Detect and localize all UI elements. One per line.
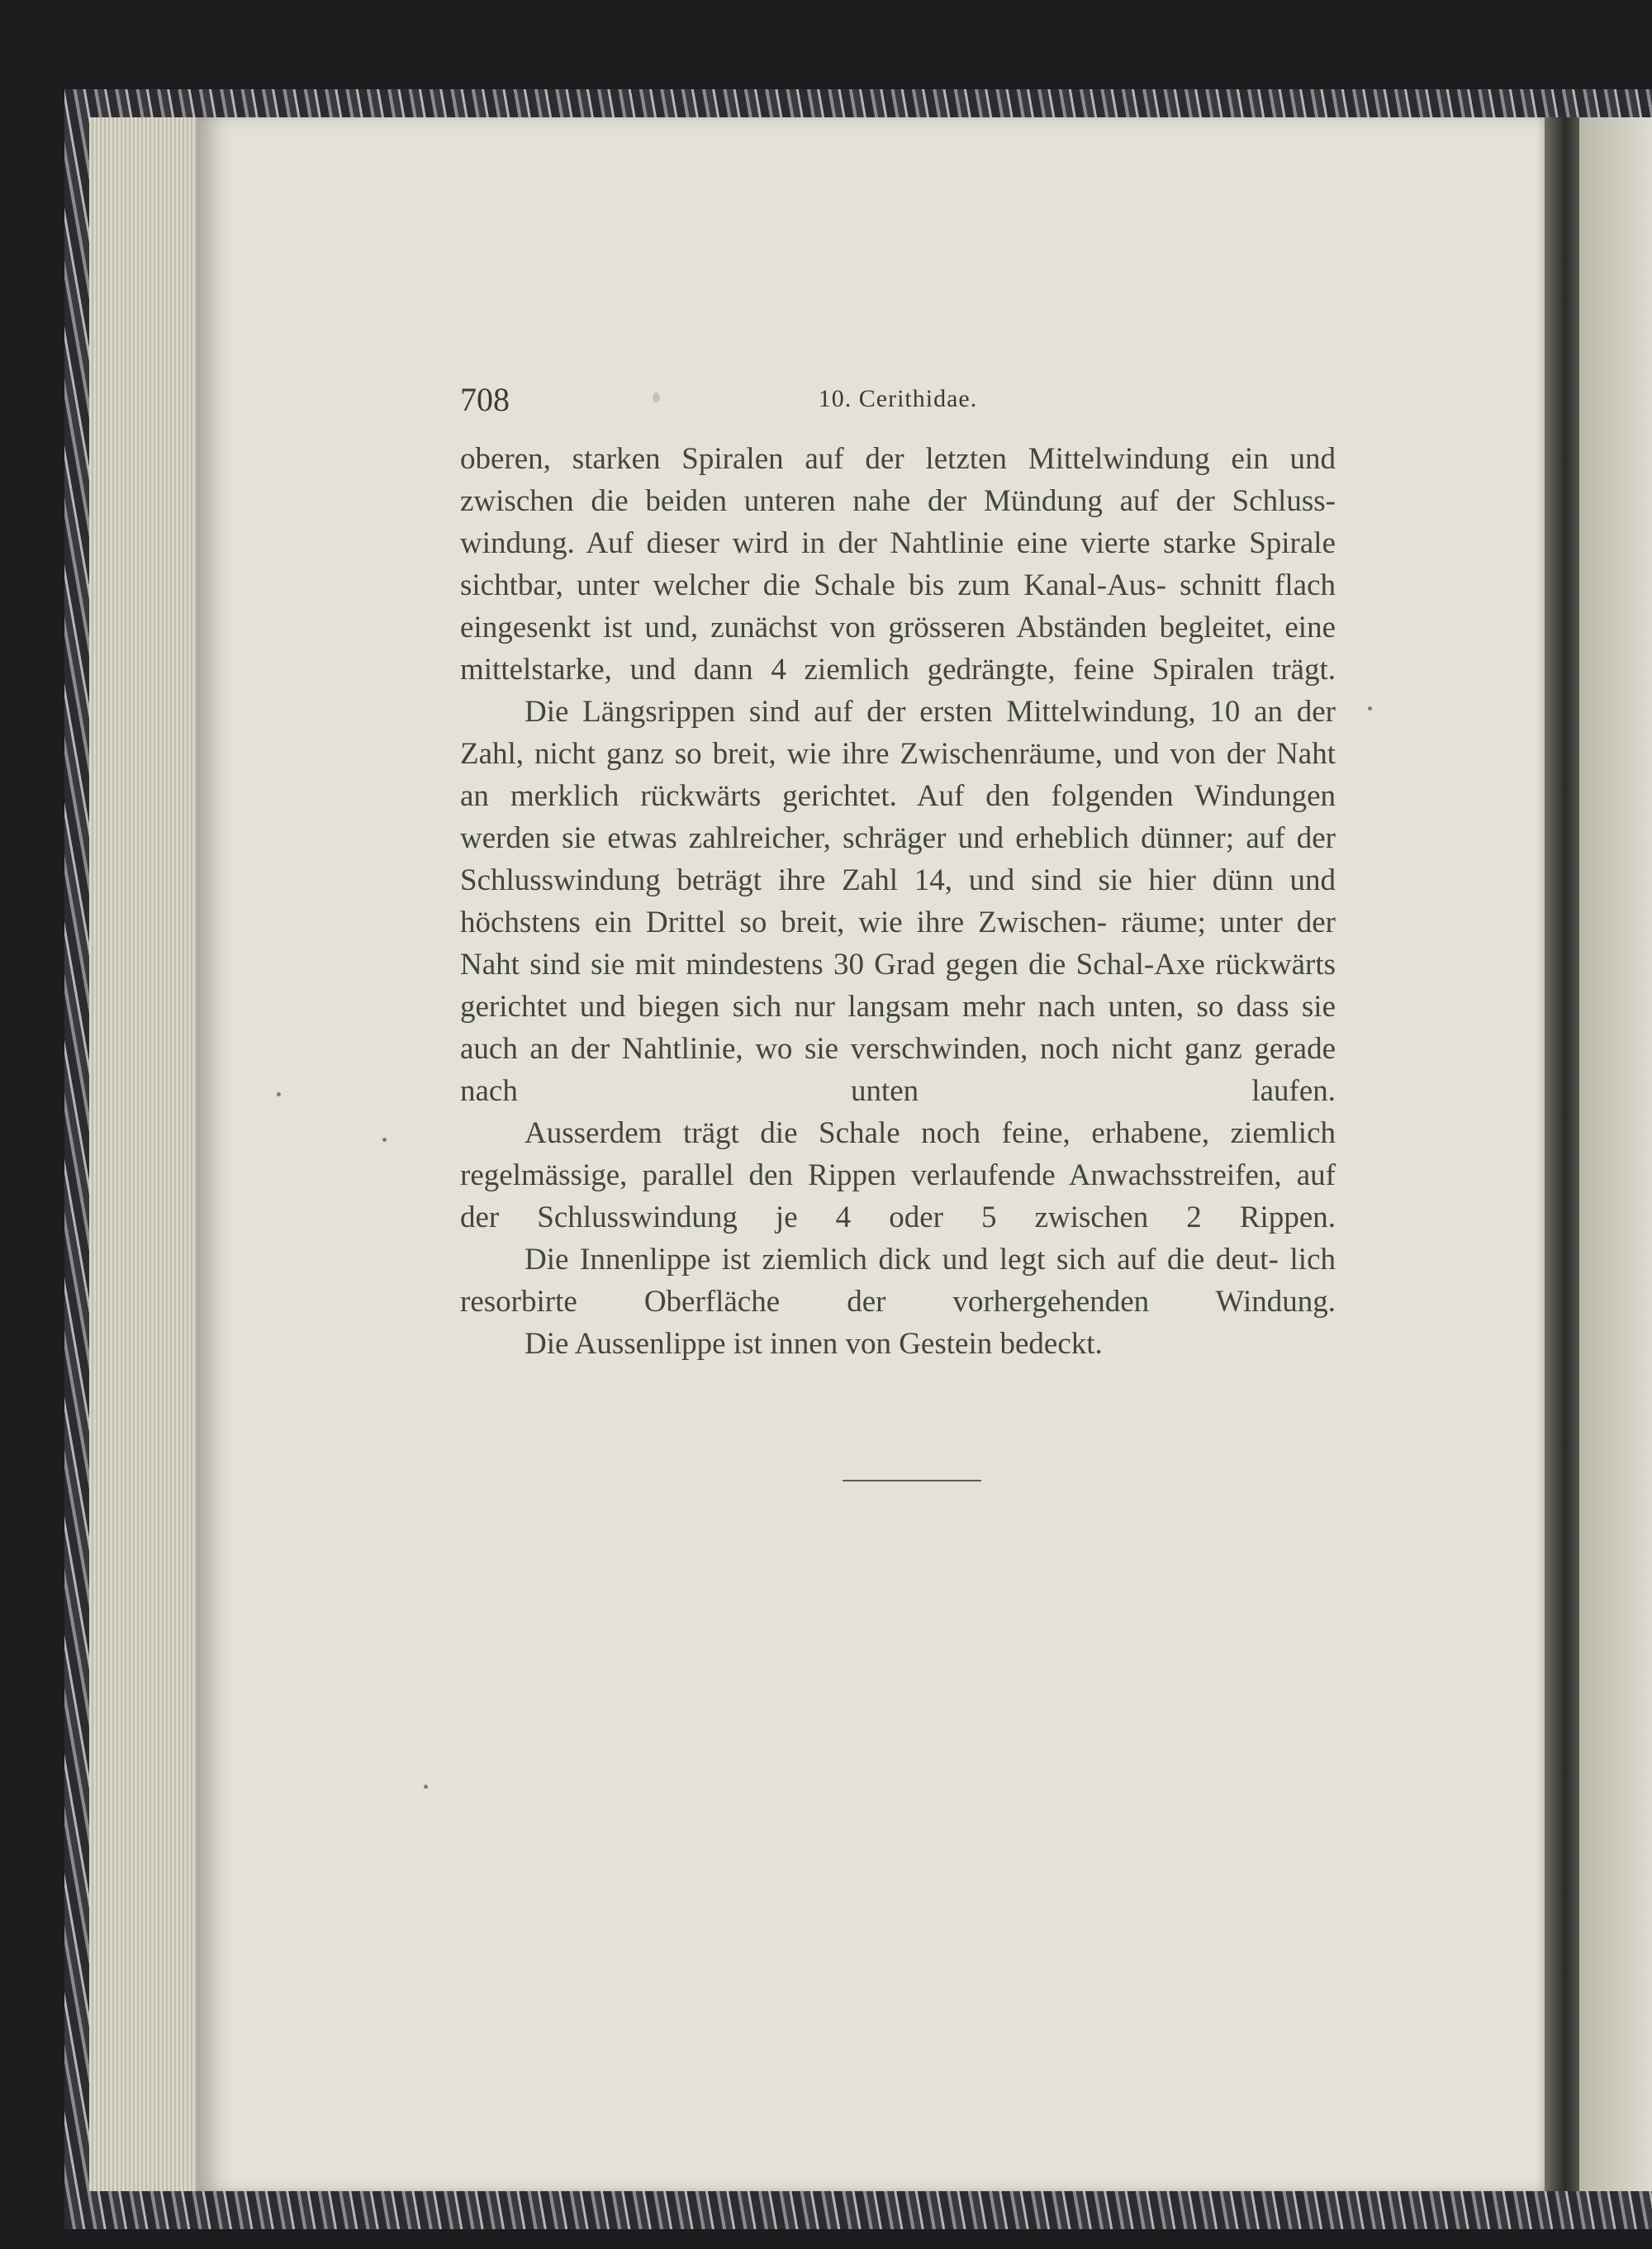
section-end-rule — [843, 1480, 981, 1481]
paragraph: Ausserdem trägt die Schale noch feine, erhabene, ziemlich regelmässige, parallel den Rippen verlaufende Anwachsstreifen, auf der Schlusswindung je 4 oder 5 zwischen 2 Rippen. — [460, 1116, 1336, 1234]
paper-speck — [653, 392, 660, 402]
paper-speck — [277, 1092, 281, 1096]
paper-speck — [382, 1138, 387, 1142]
body-text — [460, 438, 1336, 1365]
book-gutter — [1545, 117, 1579, 2191]
paragraph: Die Längsrippen sind auf der ersten Mittelwindung, 10 an der Zahl, nicht ganz so breit, wie ihre Zwischenräume, und von der Naht an merklich rückwärts gerichtet. Auf den folgenden Windungen werden sie etwas zahlreicher, schräger und erheblich dünner; auf der Schlusswindung beträgt ihre Zahl 14, und sind sie hier dünn und höchstens ein Drittel so breit, wie ihre Zwischen- räume; unter der Naht sind sie mit mindestens 30 Grad gegen die Schal-Axe rückwärts gerichtet und biegen sich nur langsam mehr nach unten, so dass sie auch an der Nahtlinie, wo sie verschwinden, noch nicht ganz gerade nach unten laufen. — [460, 695, 1336, 1108]
paper-speck — [1368, 706, 1372, 711]
facing-page-edge — [1579, 117, 1652, 2191]
paragraph: Die Innenlippe ist ziemlich dick und legt sich auf die deut- lich resorbirte Oberfläche der vorhergehenden Windung. — [460, 1243, 1336, 1319]
page-number: 708 — [460, 381, 510, 418]
page-edges — [89, 117, 213, 2191]
running-title: 10. Cerithidae. — [818, 385, 978, 412]
paragraph: Die Aussenlippe ist innen von Gestein bedeckt. — [525, 1327, 1103, 1361]
paper-speck — [424, 1785, 428, 1789]
page-header — [460, 380, 1336, 420]
paragraph: oberen, starken Spiralen auf der letzten Mittelwindung ein und zwischen die beiden unteren nahe der Mündung auf der Schluss- windung. Auf dieser wird in der Nahtlinie eine vierte starke Spirale sichtbar, unter welcher die Schale bis zum Kanal-Aus- schnitt flach eingesenkt ist und, zunächst von grösseren Abständen begleitet, eine mittelstarke, und dann 4 ziemlich gedrängte, feine Spiralen trägt. — [460, 442, 1336, 687]
